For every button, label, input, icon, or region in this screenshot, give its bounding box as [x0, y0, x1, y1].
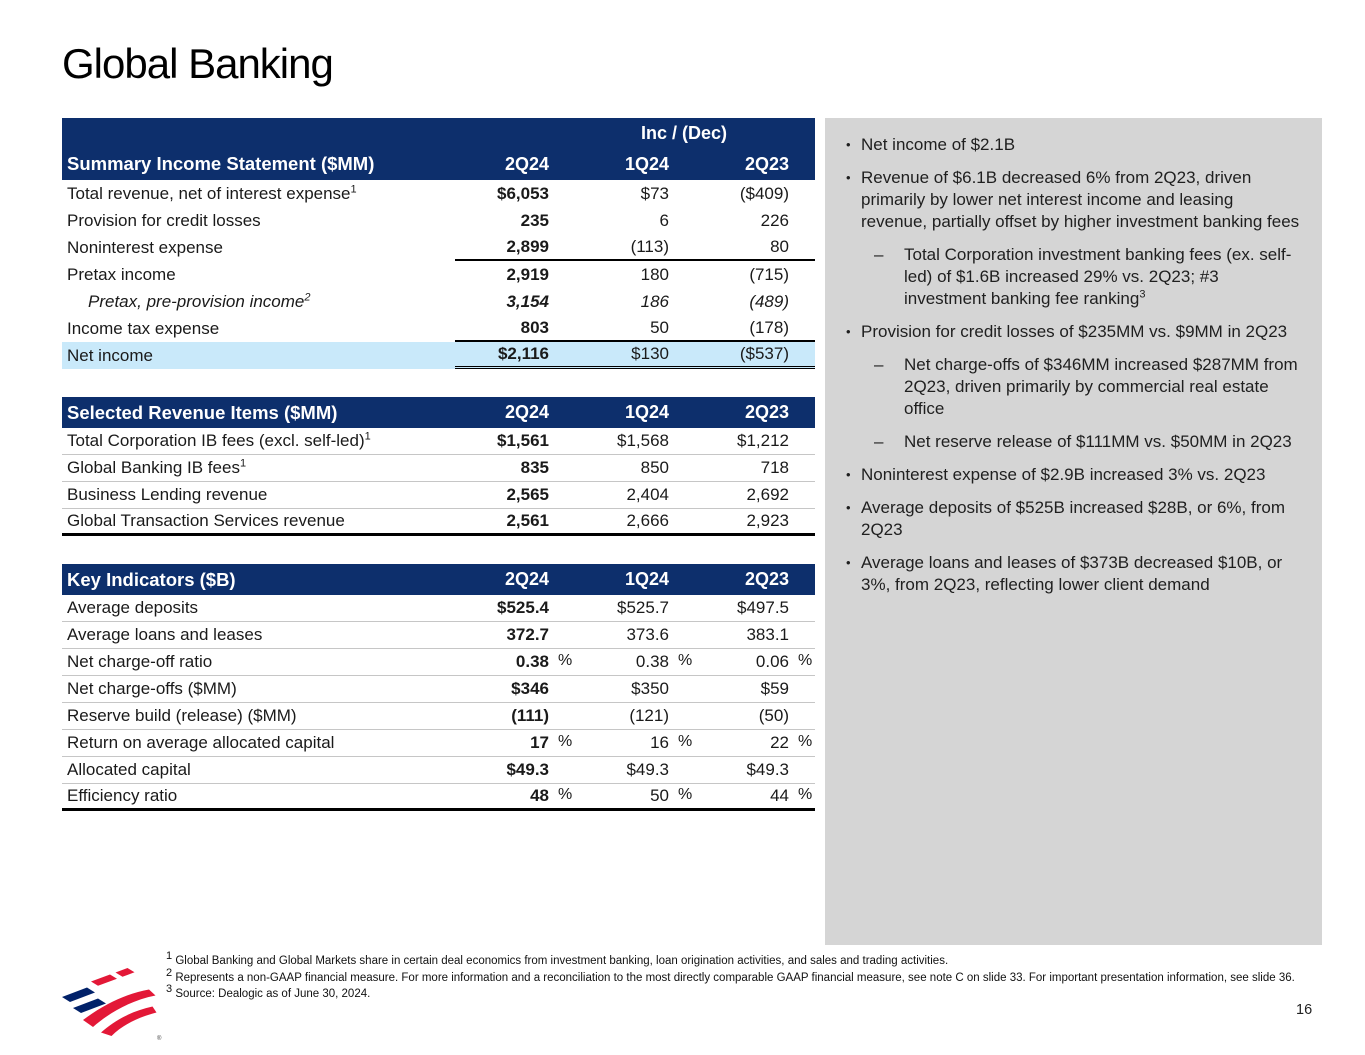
row-label: Return on average allocated capital	[67, 733, 335, 752]
cell-value: 0.06	[755, 652, 789, 671]
bullet-marker: –	[874, 245, 884, 264]
table-title: Key Indicators ($B)	[67, 568, 236, 590]
cell-unit	[669, 237, 695, 257]
bullet-text: Noninterest expense of $2.9B increased 3% vs. 2Q23	[861, 465, 1266, 484]
cell-unit	[549, 344, 575, 364]
cell-unit	[669, 211, 695, 231]
cell-value: 2,923	[746, 511, 789, 530]
row-label: Pretax income	[67, 264, 176, 284]
bullet-item	[839, 497, 1304, 541]
column-header-cell	[695, 402, 815, 423]
table-row	[62, 428, 815, 455]
cell-unit	[669, 485, 695, 505]
cell-value: 2,404	[626, 485, 669, 504]
column-header-cell	[575, 402, 695, 423]
row-label: Provision for credit losses	[67, 210, 261, 230]
cell-value: $350	[631, 679, 669, 698]
cell-unit	[669, 344, 695, 364]
cell-value: 372.7	[506, 625, 549, 644]
bullet-marker: •	[846, 137, 851, 152]
cell-unit	[549, 431, 575, 451]
column-header: 2Q23	[744, 153, 789, 174]
value-cell	[575, 786, 695, 806]
cell-value: (715)	[749, 264, 789, 284]
row-label: Pretax, pre-provision income$^2$	[88, 291, 311, 311]
value-cell	[455, 237, 575, 257]
column-header-cell	[455, 154, 575, 175]
value-cell	[695, 211, 815, 231]
cell-value: $1,212	[737, 431, 789, 450]
value-cell	[695, 237, 815, 257]
highlights-sidebar	[825, 118, 1322, 945]
table-header	[62, 118, 815, 180]
footnotes	[166, 950, 1346, 1003]
cell-value: $49.3	[626, 760, 669, 779]
value-cell	[575, 760, 695, 780]
footnote: $^2$ Represents a non-GAAP financial measure. For more information and a reconciliation to the most directly comparable GAAP financial measure, see note C on slide 33. For important presentation information, see slide 36.	[166, 966, 1295, 984]
value-cell	[575, 652, 695, 672]
cell-unit	[549, 211, 575, 231]
value-cell	[455, 511, 575, 531]
value-cell	[695, 265, 815, 285]
value-cell	[455, 344, 575, 364]
table-row	[62, 207, 815, 234]
cell-value: 16	[650, 733, 669, 752]
table-summary	[62, 118, 815, 369]
cell-value: (121)	[629, 706, 669, 725]
cell-unit	[549, 511, 575, 531]
value-cell	[575, 485, 695, 505]
row-label: Global Transaction Services revenue	[67, 511, 345, 530]
cell-unit	[789, 511, 815, 531]
table-row	[62, 622, 815, 649]
value-cell	[695, 786, 815, 806]
bullet-item	[839, 167, 1304, 233]
cell-unit: %	[798, 652, 813, 669]
value-cell	[455, 265, 575, 285]
value-cell	[575, 318, 695, 338]
cell-unit	[669, 292, 695, 312]
cell-unit: %	[558, 733, 573, 750]
column-header-cell	[575, 154, 695, 175]
cell-value: 80	[770, 236, 789, 256]
bank-of-america-logo	[55, 962, 167, 1042]
cell-value: 803	[520, 317, 549, 337]
value-cell	[455, 679, 575, 699]
cell-value: 48	[530, 786, 549, 805]
cell-unit: %	[558, 652, 573, 669]
value-cell	[455, 786, 575, 806]
table-header	[62, 397, 815, 428]
column-header-cell	[695, 569, 815, 590]
cell-value: 22	[770, 733, 789, 752]
value-cell	[455, 485, 575, 505]
cell-unit	[669, 598, 695, 618]
row-label: Average deposits	[67, 598, 199, 617]
cell-unit	[669, 511, 695, 531]
value-cell	[695, 652, 815, 672]
bullet-text: Net reserve release of $111MM vs. $50MM in 2Q23	[904, 432, 1292, 451]
cell-value: 2,666	[626, 511, 669, 530]
cell-unit	[549, 760, 575, 780]
cell-unit: %	[678, 733, 693, 750]
value-cell	[695, 598, 815, 618]
value-cell	[695, 706, 815, 726]
bullet-text: Provision for credit losses of $235MM vs. $9MM in 2Q23	[861, 322, 1288, 341]
cell-unit	[669, 458, 695, 478]
value-cell	[575, 344, 695, 364]
value-cell	[575, 237, 695, 257]
cell-value: (111)	[511, 706, 549, 725]
row-label: Noninterest expense	[67, 237, 223, 257]
table-row	[62, 261, 815, 288]
cell-value: (113)	[630, 236, 669, 256]
table-row	[62, 757, 815, 784]
page-title: Global Banking	[62, 40, 333, 87]
value-cell	[695, 184, 815, 204]
registered-mark: ®	[157, 1036, 162, 1042]
tables-column	[62, 118, 815, 811]
cell-unit: %	[678, 652, 693, 669]
cell-unit	[549, 458, 575, 478]
footnote: $^3$ Source: Dealogic as of June 30, 2024.	[166, 983, 371, 1000]
cell-unit	[549, 625, 575, 645]
value-cell	[575, 265, 695, 285]
cell-value: 2,692	[746, 485, 789, 504]
cell-unit	[789, 318, 815, 338]
cell-unit	[549, 485, 575, 505]
table-header	[62, 564, 815, 595]
cell-unit	[669, 625, 695, 645]
column-header: 2Q23	[744, 402, 789, 422]
bullet-text: Total Corporation investment banking fees (ex. self-led) of $1.6B increased 29% vs. 2Q23; #3 investment banking fee ranking$^3$	[904, 245, 1292, 308]
value-cell	[695, 733, 815, 753]
row-label: Net income	[67, 345, 153, 365]
bullet-item	[839, 244, 1304, 310]
bullet-text: Average deposits of $525B increased $28B, or 6%, from 2Q23	[861, 498, 1285, 539]
value-cell	[695, 511, 815, 531]
value-cell	[455, 760, 575, 780]
cell-value: $346	[511, 679, 549, 698]
value-cell	[575, 511, 695, 531]
cell-value: 2,899	[506, 236, 549, 256]
value-cell	[455, 431, 575, 451]
bullet-text: Net income of $2.1B	[861, 135, 1016, 154]
cell-unit	[669, 679, 695, 699]
value-cell	[575, 598, 695, 618]
table-row	[62, 676, 815, 703]
table-title: Summary Income Statement ($MM)	[67, 153, 375, 174]
page-number: 16	[1296, 1002, 1313, 1018]
cell-unit	[789, 458, 815, 478]
value-cell	[455, 184, 575, 204]
cell-unit	[789, 625, 815, 645]
bullet-text: Net charge-offs of $346MM increased $287MM from 2Q23, driven primarily by commercial real estate office	[904, 355, 1298, 418]
row-label: Total Corporation IB fees (excl. self-led)$^1$	[67, 431, 371, 450]
cell-value: 383.1	[746, 625, 789, 644]
table-row	[62, 180, 815, 207]
cell-value: 373.6	[626, 625, 669, 644]
cell-unit	[789, 344, 815, 364]
column-header-cell	[455, 402, 575, 423]
cell-unit	[549, 679, 575, 699]
cell-unit	[669, 265, 695, 285]
cell-unit: %	[798, 733, 813, 750]
value-cell	[575, 458, 695, 478]
cell-value: $73	[640, 183, 669, 203]
cell-unit	[549, 292, 575, 312]
cell-value: 3,154	[506, 291, 549, 311]
column-header-cell	[455, 569, 575, 590]
table-row	[62, 649, 815, 676]
table-row	[62, 342, 815, 369]
cell-value: 186	[640, 291, 669, 311]
cell-unit	[549, 598, 575, 618]
column-header: 2Q24	[504, 153, 549, 174]
table-row	[62, 455, 815, 482]
value-cell	[455, 733, 575, 753]
table-row	[62, 595, 815, 622]
table-title: Selected Revenue Items ($MM)	[67, 401, 338, 423]
table-row	[62, 509, 815, 536]
cell-value: $1,561	[497, 431, 549, 450]
cell-value: 0.38	[635, 652, 669, 671]
row-label: Reserve build (release) ($MM)	[67, 706, 297, 725]
table-row	[62, 730, 815, 757]
row-label: Average loans and leases	[67, 625, 263, 644]
value-cell	[695, 679, 815, 699]
value-cell	[455, 652, 575, 672]
bullet-marker: •	[846, 170, 851, 185]
bullet-item	[839, 354, 1304, 420]
value-cell	[455, 292, 575, 312]
value-cell	[575, 211, 695, 231]
inc-dec-label: Inc / (Dec)	[640, 122, 728, 143]
column-header: 2Q23	[744, 569, 789, 589]
cell-unit	[789, 760, 815, 780]
cell-unit	[789, 431, 815, 451]
cell-value: 835	[520, 458, 549, 477]
value-cell	[575, 625, 695, 645]
bullet-item	[839, 464, 1304, 486]
bullet-text: Average loans and leases of $373B decreased $10B, or 3%, from 2Q23, reflecting lower client demand	[861, 553, 1283, 594]
table-indicators	[62, 564, 815, 811]
cell-value: 850	[640, 458, 669, 477]
footnote: $^1$ Global Banking and Global Markets share in certain deal economics from investment banking, loan origination activities, and sales and trading activities.	[166, 950, 949, 967]
cell-value: 50	[650, 317, 669, 337]
column-header: 2Q24	[504, 402, 549, 422]
value-cell	[455, 458, 575, 478]
row-label: Income tax expense	[67, 318, 220, 338]
table-row	[62, 234, 815, 261]
column-header: 2Q24	[504, 569, 549, 589]
cell-unit	[669, 706, 695, 726]
cell-value: (489)	[749, 291, 789, 311]
cell-value: 2,565	[506, 485, 549, 504]
value-cell	[575, 431, 695, 451]
cell-value: 6	[659, 210, 669, 230]
column-header: 1Q24	[624, 153, 669, 174]
value-cell	[695, 625, 815, 645]
cell-value: 226	[760, 210, 789, 230]
value-cell	[695, 431, 815, 451]
column-header-cell	[695, 154, 815, 175]
column-header-cell	[575, 569, 695, 590]
cell-unit	[549, 265, 575, 285]
bullet-marker: –	[874, 355, 884, 374]
row-label: Business Lending revenue	[67, 485, 268, 504]
row-label: Net charge-offs ($MM)	[67, 679, 237, 698]
value-cell	[455, 211, 575, 231]
cell-value: ($537)	[739, 344, 789, 363]
cell-unit	[669, 318, 695, 338]
cell-value: $59	[760, 679, 789, 698]
cell-value: $49.3	[746, 760, 789, 779]
row-label: Net charge-off ratio	[67, 652, 213, 671]
cell-unit	[549, 706, 575, 726]
cell-unit	[789, 485, 815, 505]
cell-value: 2,561	[506, 511, 549, 530]
table-row	[62, 482, 815, 509]
cell-value: $525.4	[497, 598, 549, 617]
cell-unit	[669, 431, 695, 451]
value-cell	[695, 760, 815, 780]
table-row	[62, 784, 815, 811]
cell-value: 0.38	[515, 652, 549, 671]
cell-value: 44	[770, 786, 789, 805]
value-cell	[455, 706, 575, 726]
cell-unit	[549, 237, 575, 257]
column-header: 1Q24	[624, 402, 669, 422]
row-label: Total revenue, net of interest expense$^1$	[67, 183, 357, 203]
value-cell	[695, 458, 815, 478]
cell-value: 180	[640, 264, 669, 284]
cell-unit	[789, 211, 815, 231]
bullet-item	[839, 552, 1304, 596]
bullet-marker: –	[874, 432, 884, 451]
cell-value: $2,116	[497, 344, 549, 363]
cell-value: $525.7	[617, 598, 669, 617]
value-cell	[455, 318, 575, 338]
bullet-marker: •	[846, 555, 851, 570]
cell-unit	[789, 184, 815, 204]
column-header: 1Q24	[624, 569, 669, 589]
cell-unit	[789, 679, 815, 699]
cell-value: $1,568	[617, 431, 669, 450]
row-label: Allocated capital	[67, 760, 191, 779]
table-row	[62, 315, 815, 342]
table-revenue	[62, 397, 815, 536]
cell-value: $6,053	[497, 183, 549, 203]
cell-value: 2,919	[506, 264, 549, 284]
cell-unit	[789, 237, 815, 257]
bullet-item	[839, 134, 1304, 156]
cell-unit: %	[798, 786, 813, 803]
value-cell	[455, 625, 575, 645]
cell-value: 17	[530, 733, 549, 752]
cell-value: $130	[631, 344, 669, 363]
cell-value: 718	[760, 458, 789, 477]
value-cell	[455, 598, 575, 618]
value-cell	[575, 184, 695, 204]
cell-unit	[789, 598, 815, 618]
value-cell	[575, 706, 695, 726]
cell-unit	[549, 184, 575, 204]
bullet-marker: •	[846, 500, 851, 515]
value-cell	[575, 733, 695, 753]
table-row	[62, 288, 815, 315]
cell-unit	[669, 760, 695, 780]
cell-unit	[549, 318, 575, 338]
cell-unit: %	[558, 786, 573, 803]
bullet-item	[839, 431, 1304, 453]
cell-value: $497.5	[737, 598, 789, 617]
cell-unit	[669, 184, 695, 204]
cell-value: ($409)	[739, 183, 789, 203]
value-cell	[575, 292, 695, 312]
cell-value: 235	[520, 210, 549, 230]
cell-value: $49.3	[506, 760, 549, 779]
value-cell	[695, 344, 815, 364]
cell-unit	[789, 706, 815, 726]
cell-unit	[789, 265, 815, 285]
cell-unit: %	[678, 786, 693, 803]
bullet-marker: •	[846, 467, 851, 482]
row-label: Efficiency ratio	[67, 786, 178, 805]
bullet-item	[839, 321, 1304, 343]
value-cell	[575, 679, 695, 699]
row-label: Global Banking IB fees$^1$	[67, 458, 247, 477]
table-row	[62, 703, 815, 730]
value-cell	[695, 485, 815, 505]
cell-value: (178)	[749, 317, 789, 337]
bullet-marker: •	[846, 324, 851, 339]
value-cell	[695, 318, 815, 338]
value-cell	[695, 292, 815, 312]
bullet-text: Revenue of $6.1B decreased 6% from 2Q23, driven primarily by lower net interest income and leasing revenue, partially offset by higher investment banking fees	[861, 168, 1300, 231]
cell-value: 50	[650, 786, 669, 805]
cell-unit	[789, 292, 815, 312]
cell-value: (50)	[758, 706, 789, 725]
